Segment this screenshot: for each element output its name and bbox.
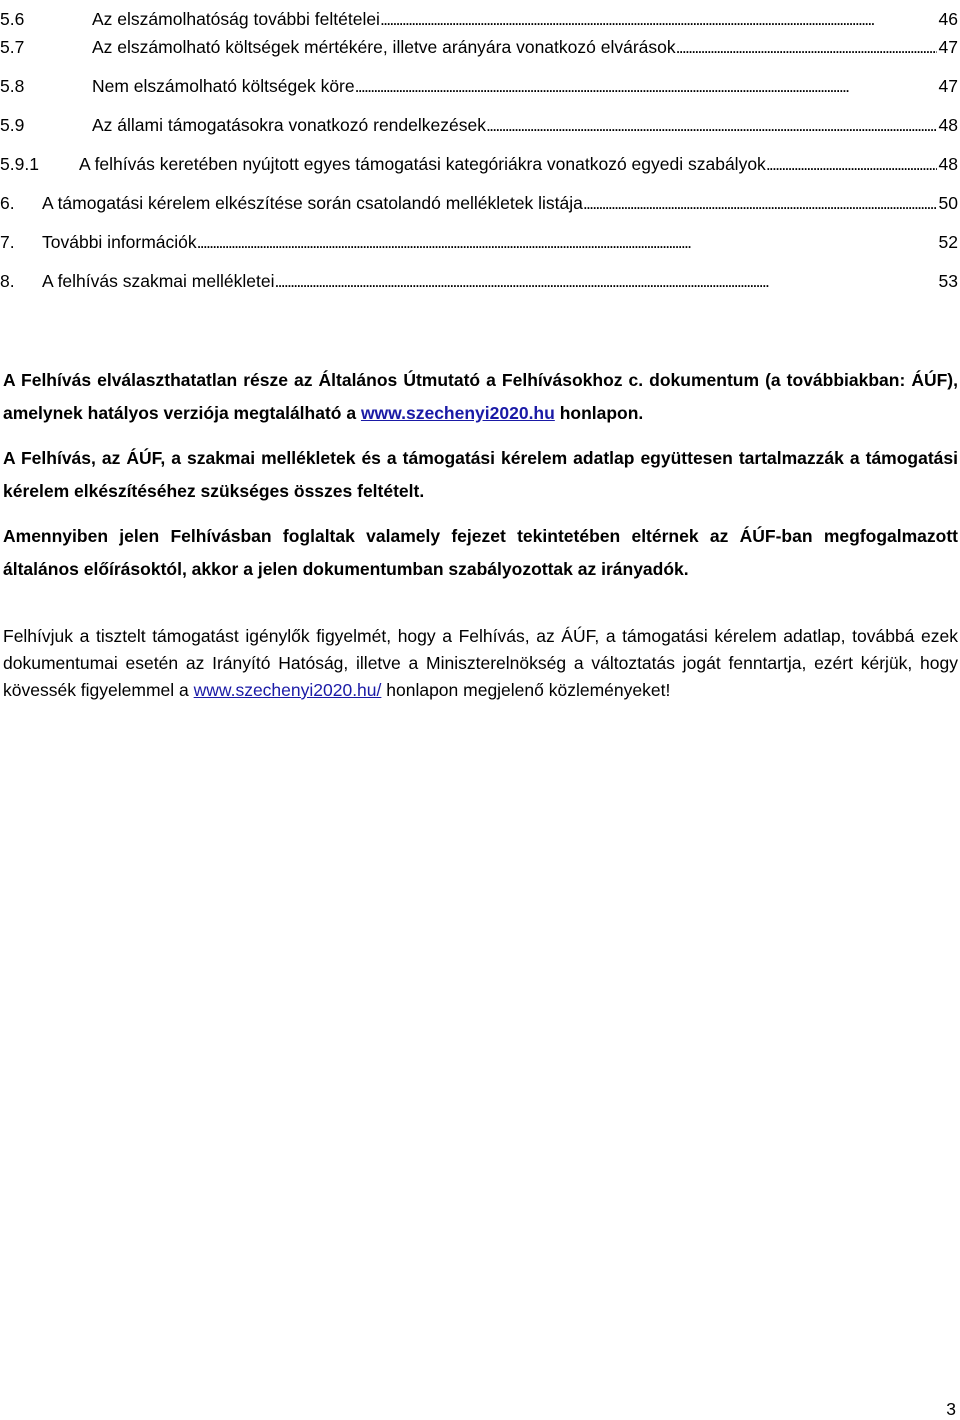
paragraph-text: honlapon megjelenő közleményeket! [381,680,671,700]
toc-entry[interactable] [0,6,958,32]
szechenyi2020-link[interactable]: www.szechenyi2020.hu/ [193,680,382,700]
toc-entry-number: 5.9 [0,115,25,135]
toc-leader-dots [355,73,937,99]
toc-entry-title: Az állami támogatásokra vonatkozó rendelkezések [92,115,486,135]
paragraph-text: A Felhívás elválaszthatatlan része az Általános Útmutató a Felhívásokhoz c. dokumentum (a továbbiakban: ÁÚF), amelynek hatályos verziója megtalálható a [3,370,958,423]
toc-entry-number: 8. [0,271,15,291]
toc-entry-number: 6. [0,193,15,213]
toc-entry[interactable] [0,151,958,177]
toc-entry[interactable] [0,73,958,99]
toc-entry-title: Az elszámolhatóság további feltételei [92,9,380,29]
toc-entry-number: 5.9.1 [0,154,39,174]
toc-entry-title: A támogatási kérelem elkészítése során csatolandó mellékletek listája [42,193,583,213]
toc-entry-page: 50 [938,193,958,213]
paragraph-precedence: Amennyiben jelen Felhívásban foglaltak valamely fejezet tekintetében eltérnek az ÁÚF-ban megfogalmazott általános előírásoktól, akkor a jelen dokumentumban szabályozottak az irányadók. [3,526,958,579]
toc-entry-title: Az elszámolható költségek mértékére, illetve arányára vonatkozó elvárások [92,37,676,57]
toc-entry-page: 48 [938,115,958,135]
toc-entry[interactable] [0,268,958,294]
toc-entry[interactable] [0,34,958,60]
toc-entry-title: A felhívás keretében nyújtott egyes támogatási kategóriákra vonatkozó egyedi szabályok [79,154,766,174]
toc-leader-dots [197,229,937,255]
szechenyi2020-link[interactable]: www.szechenyi2020.hu [360,403,555,423]
toc-entry-title: További információk [42,232,197,252]
toc-entry-number: 5.7 [0,37,25,57]
toc-entry[interactable] [0,112,958,138]
paragraph-text: honlapon. [554,403,644,423]
toc-entry-title: A felhívás szakmai mellékletei [42,271,275,291]
toc-entry-page: 47 [938,37,958,57]
toc-leader-dots [676,34,937,60]
toc-entry-page: 53 [938,271,958,291]
toc-leader-dots [274,268,936,294]
toc-entry-page: 47 [938,76,958,96]
toc-leader-dots [380,6,937,32]
toc-entry[interactable] [0,229,958,255]
toc-entry[interactable] [0,190,958,216]
toc-leader-dots [583,190,937,216]
paragraph-text: Felhívjuk a tisztelt támogatást igénylők figyelmét, hogy a Felhívás, az ÁÚF, a támogatási kérelem adatlap, továbbá ezek dokumentumai esetén az Irányító Hatóság, illetve a Miniszterelnökség a változtatás jogát fenntartja, ezért kérjük, hogy kövessék figyelemmel a [3,626,958,700]
toc-entry-number: 5.8 [0,76,25,96]
toc-entry-page: 52 [938,232,958,252]
toc-leader-dots [486,112,937,138]
paragraph-notice [3,623,958,704]
paragraph-conditions: A Felhívás, az ÁÚF, a szakmai mellékletek és a támogatási kérelem adatlap együttesen tartalmazzák a támogatási kérelem elkészítéséhez szükséges összes feltételt. [3,448,958,501]
toc-entry-number: 7. [0,232,15,252]
toc-entry-title: Nem elszámolható költségek köre [92,76,355,96]
toc-entry-page: 48 [938,154,958,174]
page-number: 3 [946,1399,956,1419]
toc-leader-dots [766,151,937,177]
paragraph-auf-reference [3,364,958,430]
toc-entry-page: 46 [938,9,958,29]
toc-entry-number: 5.6 [0,9,25,29]
